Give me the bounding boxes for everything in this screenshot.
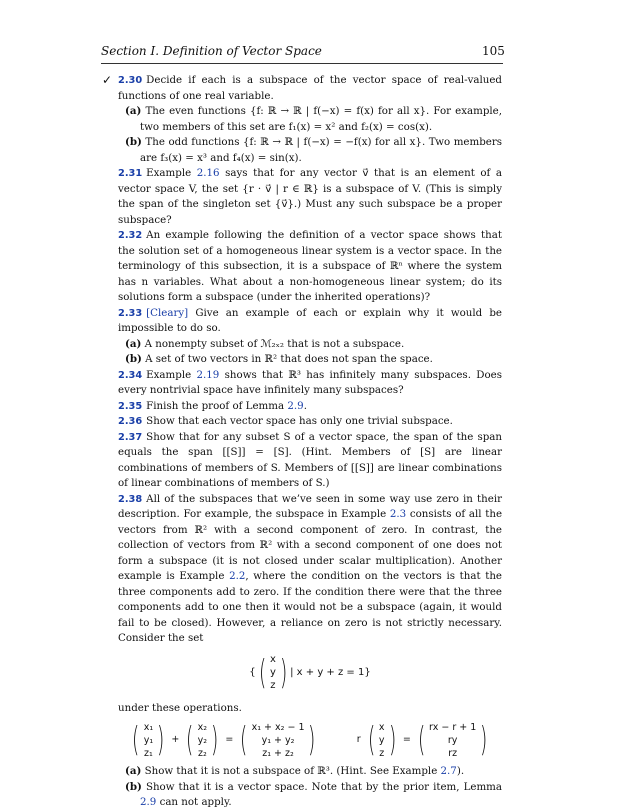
lemma-link[interactable]: 2.9	[287, 399, 304, 412]
exercise-text: Give an example of each or explain why it would be impossible to do so.	[118, 306, 502, 334]
vector-entry: z₂	[197, 747, 207, 759]
scalar-r: r	[356, 734, 361, 746]
right-paren: )	[211, 720, 219, 760]
vector-entries	[197, 721, 208, 760]
exercise-text: consists of all the vectors from ℝ² with a second component of zero. In contrast, the collection of vectors from ℝ² with a second component of one does not form a subspace (it is not closed under scalar multiplication). Another example is Example	[118, 508, 503, 582]
exercise-text: Show that for any subset S of a vector space, the span of the span equals the span [[S]] = [S]. (Hint. Members of [S] are linear combinations of members of S. Members of [[S]] are linear combinations of linear combinations of members of S.)	[118, 430, 502, 489]
exercise-list	[102, 73, 503, 811]
example-link[interactable]: 2.3	[389, 508, 407, 520]
operations-intro: under these operations.	[118, 701, 242, 714]
exercise-number: 2.33	[118, 307, 143, 319]
left-paren: (	[186, 720, 194, 760]
vector-entry: x₁	[143, 721, 154, 733]
exercise-text: Example	[146, 368, 192, 381]
exercise-2-32	[118, 228, 502, 306]
item-label: (a)	[125, 105, 142, 117]
exercise-2-38-a	[118, 764, 502, 780]
right-paren: )	[388, 720, 396, 760]
vector-entry: y₁	[143, 734, 154, 746]
citation-tag[interactable]: [Cleary]	[146, 306, 189, 319]
right-paren: )	[279, 652, 288, 693]
vector-entry: x₁ + x₂ − 1	[251, 721, 305, 733]
equals-sign: =	[402, 734, 411, 746]
exercise-text: Example	[146, 167, 192, 179]
exercise-2-33-b	[118, 352, 502, 368]
vector-entry: y	[269, 667, 276, 678]
exercise-number: 2.38	[118, 493, 143, 505]
running-header: Section I. Definition of Vector Space	[101, 44, 322, 58]
item-text: The odd functions {f: ℝ → ℝ | f(−x) = −f(x) for all x}. Two members are f₃(x) = x³ and f₄(x) = sin(x).	[140, 136, 502, 164]
left-paren: (	[240, 720, 248, 760]
column-vector	[237, 721, 318, 760]
vector-entry: x	[378, 721, 385, 733]
column-vector	[256, 653, 290, 692]
exercise-text: Show that each vector space has only one trivial subspace.	[146, 415, 453, 427]
item-text: can not apply.	[159, 796, 232, 808]
set-open-brace: {	[249, 666, 256, 678]
left-paren: (	[417, 720, 426, 760]
vector-entry: y₂	[197, 734, 208, 746]
left-paren: (	[258, 652, 266, 693]
item-label: (b)	[125, 353, 142, 365]
vector-entries	[269, 653, 277, 692]
vector-entry: ry	[447, 734, 458, 746]
exercise-2-30-a	[118, 104, 502, 135]
exercise-text: , where the condition on the vectors is that the three components add to zero. If the condition there were that the three components add to one then it would not be a subspace (again, it would fail to be closed). However, a reliance on zero is not strictly necessary. Consider the set	[118, 570, 502, 644]
example-link[interactable]: 2.16	[196, 167, 220, 179]
exercise-text: All of the subspaces that we’ve seen in some way use zero in their description. For example, the subspace in Example	[118, 492, 502, 520]
vector-entry: rz	[448, 747, 458, 759]
example-link[interactable]: 2.2	[229, 570, 246, 582]
exercise-2-38	[118, 492, 502, 647]
exercise-text: Decide if each is a subspace of the vector space of real-valued functions of one real variable.	[118, 74, 502, 102]
right-paren: )	[157, 720, 165, 760]
exercise-2-30-b	[118, 135, 502, 166]
exercise-2-36	[118, 414, 502, 430]
exercise-2-31	[118, 166, 502, 228]
header-rule	[101, 63, 503, 64]
exercise-2-30	[102, 73, 502, 104]
vector-entry: z₁ + z₂	[262, 747, 294, 759]
exercise-text: shows that ℝ³ has infinitely many subspaces. Does every nontrivial space have infinitely many subspaces?	[118, 368, 502, 396]
vector-entry: y	[378, 734, 385, 746]
item-label: (b)	[125, 780, 142, 793]
exercise-2-35	[118, 399, 502, 415]
checkmark-icon: ✓	[102, 73, 113, 87]
exercise-number: 2.37	[118, 431, 143, 443]
exercise-2-34	[118, 368, 502, 399]
plus-sign: +	[171, 734, 180, 746]
exercise-text: Finish the proof of Lemma	[146, 399, 285, 412]
item-label: (a)	[125, 337, 142, 350]
exercise-2-33-a	[118, 337, 502, 353]
exercise-number: 2.34	[118, 369, 143, 381]
vector-entries	[378, 721, 386, 760]
right-paren: )	[308, 720, 316, 760]
vector-entry: x₂	[197, 721, 208, 733]
page-number: 105	[482, 44, 505, 58]
exercise-text: says that for any vector v⃗ that is an element of a vector space V, the set {r · v⃗ | r ∈ ℝ} is a subspace of V. (This is simply the span of the singleton set {v⃗}.) Must any such subspace be a proper subspace?	[118, 167, 502, 226]
exercise-2-37	[118, 430, 502, 492]
punctuation: ).	[456, 765, 465, 777]
equals-sign: =	[225, 734, 234, 746]
item-text: The even functions {f: ℝ → ℝ | f(−x) = f(x) for all x}. For example, two members of this set are f₁(x) = x² and f₂(x) = cos(x).	[140, 105, 502, 133]
vector-entry: z	[270, 680, 276, 691]
set-condition: | x + y + z = 1}	[290, 666, 371, 678]
punctuation: .	[303, 399, 307, 412]
item-text: Show that it is a vector space. Note that by the prior item, Lemma	[145, 780, 503, 793]
example-link[interactable]: 2.19	[196, 368, 220, 381]
column-vector	[365, 721, 399, 760]
right-paren: )	[480, 720, 488, 760]
vector-entries	[143, 721, 154, 760]
item-text: Show that it is not a subspace of ℝ³. (Hint. See Example	[144, 765, 438, 777]
column-vector	[129, 721, 167, 760]
item-label: (b)	[125, 136, 142, 148]
vector-entry: x	[269, 654, 276, 665]
item-text: A nonempty subset of ℳ₂ₓ₂ that is not a subspace.	[144, 337, 405, 350]
vector-entries	[251, 721, 306, 760]
vector-entries	[428, 721, 477, 760]
exercise-number: 2.32	[118, 230, 143, 241]
column-vector	[183, 721, 221, 760]
exercise-number: 2.31	[118, 168, 143, 179]
column-vector	[415, 721, 491, 760]
exercise-number: 2.35	[118, 400, 143, 412]
example-link[interactable]: 2.7	[440, 765, 457, 777]
item-text: A set of two vectors in ℝ² that does not span the space.	[145, 353, 433, 365]
vector-entry: rx − r + 1	[429, 721, 477, 733]
item-label: (a)	[125, 765, 142, 777]
lemma-link[interactable]: 2.9	[140, 796, 157, 808]
set-definition	[118, 649, 502, 697]
vector-entry: z	[379, 747, 385, 759]
left-paren: (	[132, 720, 140, 760]
left-paren: (	[367, 720, 375, 760]
exercise-number: 2.36	[118, 416, 143, 427]
vector-entry: z₁	[144, 747, 153, 759]
operations-definition	[118, 716, 502, 764]
exercise-2-33	[118, 306, 502, 337]
exercise-text: An example following the definition of a vector space shows that the solution set of a homogeneous linear system is a vector space. In the terminology of this subsection, it is a subspace of ℝⁿ where the system has n variables. What about a non-homogeneous linear system; do its solutions form a subspace (under the inherited operations)?	[118, 229, 502, 303]
vector-entry: y₁ + y₂	[261, 734, 295, 746]
exercise-2-38-b	[118, 780, 502, 811]
exercise-number: 2.30	[118, 75, 143, 86]
